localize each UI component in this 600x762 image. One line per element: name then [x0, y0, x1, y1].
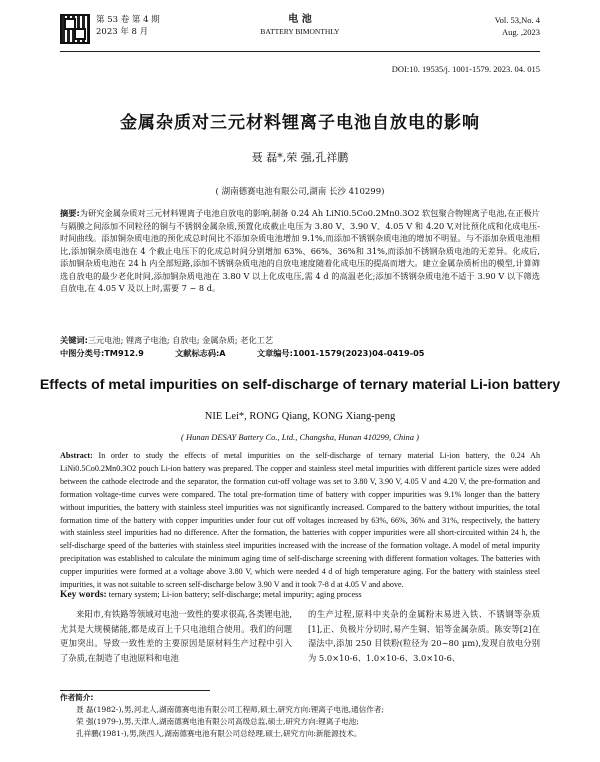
header-divider	[60, 51, 540, 52]
keywords-text-en: ternary system; Li-ion battery; self-discharge; metal impurity; aging process	[108, 590, 362, 599]
abstract-label-cn: 摘要:	[60, 208, 80, 218]
affiliation-cn: ( 湖南德赛电池有限公司,湖南 长沙 410299)	[215, 187, 385, 197]
author-footnote	[60, 692, 540, 740]
keywords-en	[60, 590, 540, 600]
keywords-label-en: Key words:	[60, 590, 107, 600]
publication-date: 2023 年 8 月	[96, 27, 149, 37]
keywords-label-cn: 关键词:	[60, 335, 88, 345]
abstract-text-cn: 为研究金属杂质对三元材料锂离子电池自放电的影响,制备 0.24 Ah LiNi0.5Co0.2Mn0.3O2 软包聚合物锂离子电池,在正极片与隔膜之间添加不同粒径的铜与不锈钢金属杂质,预置化成截止电压为 3.80 V、3.90 V、4.05 V 和 4.20 V,对比预化成和化成电压-时间曲线。添加铜杂质电池的预化成总时间比不添加杂质电池增加 9.1%,而添加不锈钢杂质电池的增加不明显。与不添加杂质电池相比,添加铜杂质电池在 4 个截止电压下的化成总时间分别增加 63%、66%、36%和 31%,而添加不锈钢杂质电池的无差异。化成后,添加铜杂质电池在 24 h 内全部短路,添加不锈钢杂质电池的自放电速度随着化成电压的提高而增大。建立金属杂质析出的模型,计算筛选自放电的最少老化时间,添加铜杂质电池在 3.80 V 以上化成电压,需 4 d 的高温老化;添加不锈钢杂质电池不适于 3.90 V 以下筛选自放电,在 4.05 V 及以上时,需要 7 ~ 8 d。	[60, 208, 540, 293]
volume-issue-en: Vol. 53,No. 4	[494, 15, 540, 25]
journal-name-en: BATTERY BIMONTHLY	[260, 27, 340, 36]
volume-info-en	[495, 14, 540, 38]
footnote-line: 荣 强(1979-),男,天津人,湖南德赛电池有限公司高级总监,硕士,研究方向:锂离子电池;	[76, 717, 359, 726]
publication-date-en: Aug. ,2023	[501, 27, 540, 37]
affiliation-en: ( Hunan DESAY Battery Co., Ltd., Changsha, Hunan 410299, China )	[180, 432, 419, 442]
authors-cn: 聂 磊*,荣 强,孔祥鹏	[251, 151, 349, 164]
body-column-left	[60, 607, 292, 665]
paper-title-en: Effects of metal impurities on self-discharge of ternary material Li-ion battery	[39, 377, 561, 393]
authors-en: NIE Lei*, RONG Qiang, KONG Xiang-peng	[204, 411, 396, 422]
keywords-cn	[60, 334, 540, 346]
article-id: 文章编号:1001-1579(2023)04-0419-05	[256, 348, 425, 358]
footnote-line: 聂 磊(1982-),男,河北人,湖南德赛电池有限公司工程师,硕士,研究方向:锂离子电池,通信作者;	[76, 705, 385, 714]
footnote-label: 作者简介:	[60, 693, 94, 702]
journal-name-cn: 电 池	[288, 14, 312, 25]
doi[interactable]: DOI:10. 19535/j. 1001-1579. 2023. 04. 015	[391, 64, 540, 74]
body-text-right: 的生产过程,原料中夹杂的金属粉末易进入铁、不锈钢等杂质[1],正、负极片分切时,易产生铜、铝等金属杂质。陈安等[2]在湿法中,添加 250 目铁粉(粒径为 20~80 μm),发现自放电分别为 5.0×10-6、1.0×10-6、3.0×10-6、	[308, 609, 540, 663]
abstract-en	[60, 450, 540, 592]
classification-number: 中图分类号:TM912.9	[60, 348, 144, 358]
keywords-text-cn: 三元电池; 锂离子电池; 自放电; 金属杂质; 老化工艺	[87, 335, 274, 345]
abstract-cn	[60, 207, 540, 295]
classification-line	[60, 347, 540, 359]
document-code: 文献标志码:A	[175, 348, 226, 358]
body-text-left: 来阳市,有铁路等领域对电池一致性的要求很高,各类锂电池,尤其是大规模储能,都是成百上千只电池组合使用。我们的问题更加突出。导致一致性差的主要原因是原材料生产过程中引入了杂质,在制造了电池原料和电池	[60, 609, 292, 663]
volume-issue: 第 53 卷 第 4 期	[96, 15, 160, 25]
footnote-divider	[60, 690, 210, 691]
paper-title-cn: 金属杂质对三元材料锂离子电池自放电的影响	[120, 113, 480, 133]
body-column-right	[308, 607, 540, 665]
footnote-line: 孔祥鹏(1981-),男,陕西人,湖南德赛电池有限公司总经理,硕士,研究方向:新能源技术。	[76, 729, 362, 738]
abstract-label-en: Abstract:	[60, 451, 93, 460]
abstract-text-en: In order to study the effects of metal impurities on the self-discharge of ternary material Li-ion battery, the 0.24 Ah LiNi0.5Co0.2Mn0.3O2 pouch Li-ion battery was prepared. The copper and stainless steel metal impurities with different particle sizes were added between the cathode electrode and the separator, the formation cut-off voltage was set to 3.80 V, 3.90 V, 4.05 V and 4.20 V, the pre-formation and formation voltage-time curves were compared. The total pre-formation time of battery with copper impurities was 9.1% longer than the battery without impurities, the battery with stainless steel impurities was not significantly increased. Compared to the battery without impurities, the total formation time of the battery with copper impurities under four cut off voltages increased by 63%, 66%, 36% and 31%, respectively, the battery with stainless steel impurities had no difference. After the formation, the batteries with copper impurities were all short-circuited within 24 h, the self-discharge speed of the batteries with stainless steel impurities increased with the increase of the formation voltage. A model of metal impurity precipitation was established to calculate the minimum aging time of self-discharge screening with different formation voltages. The batteries with copper impurities were formed at a voltage above 3.80 V, which were needed 4 d of high temperature aging. For the battery with stainless steel impurities, it was not suitable to screen self-discharge below 3.90 V and it took 7-8 d at 4.05 V and above.	[60, 451, 541, 590]
